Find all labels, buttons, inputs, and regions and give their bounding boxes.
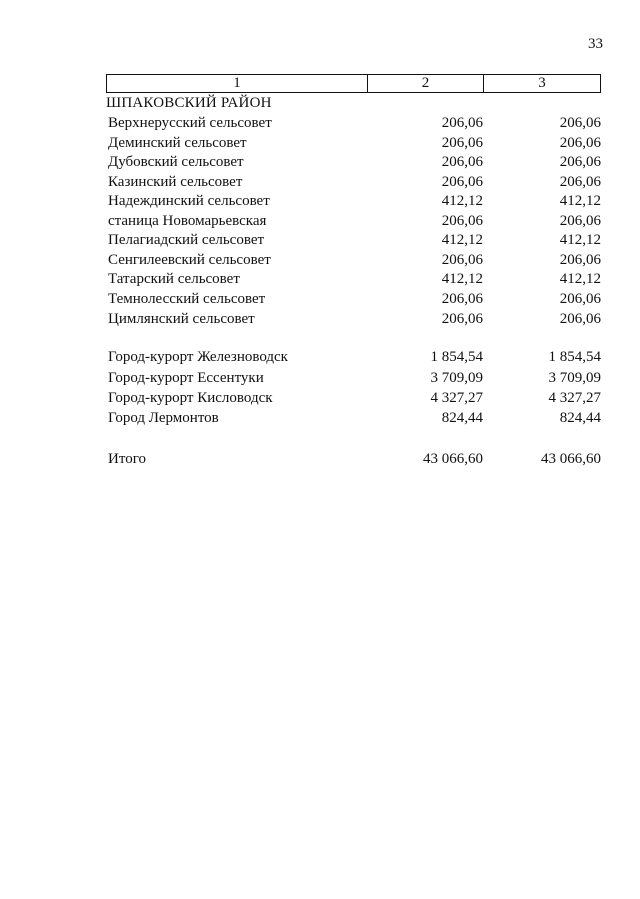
section-title: ШПАКОВСКИЙ РАЙОН bbox=[106, 95, 272, 111]
row-name: Город Лермонтов bbox=[108, 410, 219, 426]
row-value-col-3: 206,06 bbox=[559, 135, 601, 151]
row-value-col-3: 412,12 bbox=[559, 193, 601, 209]
table-row bbox=[0, 271, 640, 291]
row-value-col-3: 206,06 bbox=[559, 115, 601, 131]
row-value-col-2: 412,12 bbox=[441, 193, 483, 209]
table-header-col-2: 2 bbox=[368, 75, 484, 92]
row-name: Цимлянский сельсовет bbox=[108, 311, 255, 327]
table-row bbox=[0, 135, 640, 155]
row-name: Город-курорт Ессентуки bbox=[108, 370, 264, 386]
row-value-col-2: 206,06 bbox=[441, 135, 483, 151]
page-number: 33 bbox=[588, 36, 603, 52]
row-name: станица Новомарьевская bbox=[108, 213, 267, 229]
total-value-col-2: 43 066,60 bbox=[423, 451, 483, 467]
row-value-col-2: 206,06 bbox=[441, 311, 483, 327]
table-row bbox=[0, 193, 640, 213]
table-header-col-3: 3 bbox=[538, 75, 546, 91]
row-value-col-2: 206,06 bbox=[441, 252, 483, 268]
table-header-col-1: 1 bbox=[107, 75, 368, 92]
total-label: Итого bbox=[108, 451, 146, 467]
row-value-col-2: 4 327,27 bbox=[430, 390, 483, 406]
row-name: Казинский сельсовет bbox=[108, 174, 243, 190]
total-row bbox=[0, 451, 640, 471]
row-value-col-2: 206,06 bbox=[441, 291, 483, 307]
row-name: Пелагиадский сельсовет bbox=[108, 232, 265, 248]
table-row bbox=[0, 390, 640, 410]
row-value-col-2: 1 854,54 bbox=[430, 349, 483, 365]
row-value-col-3: 412,12 bbox=[559, 271, 601, 287]
row-value-col-2: 206,06 bbox=[441, 174, 483, 190]
row-name: Верхнерусский сельсовет bbox=[108, 115, 272, 131]
row-value-col-2: 3 709,09 bbox=[430, 370, 483, 386]
row-name: Татарский сельсовет bbox=[108, 271, 240, 287]
table-row bbox=[0, 311, 640, 331]
table-row bbox=[0, 232, 640, 252]
row-name: Темнолесский сельсовет bbox=[108, 291, 266, 307]
table-row bbox=[0, 213, 640, 233]
table-row bbox=[0, 410, 640, 430]
table-header bbox=[106, 74, 601, 93]
row-value-col-2: 206,06 bbox=[441, 115, 483, 131]
table-row bbox=[0, 115, 640, 135]
table-row bbox=[0, 252, 640, 272]
row-name: Дубовский сельсовет bbox=[108, 154, 244, 170]
row-value-col-3: 206,06 bbox=[559, 291, 601, 307]
row-value-col-2: 206,06 bbox=[441, 154, 483, 170]
row-value-col-3: 206,06 bbox=[559, 213, 601, 229]
row-value-col-3: 206,06 bbox=[559, 311, 601, 327]
row-value-col-3: 824,44 bbox=[559, 410, 601, 426]
row-value-col-2: 824,44 bbox=[441, 410, 483, 426]
row-value-col-3: 1 854,54 bbox=[548, 349, 601, 365]
row-value-col-2: 412,12 bbox=[441, 271, 483, 287]
table-row bbox=[0, 154, 640, 174]
total-value-col-3: 43 066,60 bbox=[541, 451, 601, 467]
row-name: Город-курорт Железноводск bbox=[108, 349, 288, 365]
row-value-col-3: 4 327,27 bbox=[548, 390, 601, 406]
row-value-col-3: 206,06 bbox=[559, 174, 601, 190]
row-name: Сенгилеевский сельсовет bbox=[108, 252, 271, 268]
row-name: Деминский сельсовет bbox=[108, 135, 247, 151]
table-row bbox=[0, 291, 640, 311]
table-row bbox=[0, 174, 640, 194]
row-name: Надеждинский сельсовет bbox=[108, 193, 270, 209]
row-value-col-2: 206,06 bbox=[441, 213, 483, 229]
row-value-col-3: 3 709,09 bbox=[548, 370, 601, 386]
table-row bbox=[0, 370, 640, 390]
row-value-col-3: 412,12 bbox=[559, 232, 601, 248]
row-value-col-3: 206,06 bbox=[559, 252, 601, 268]
table-row bbox=[0, 349, 640, 369]
row-value-col-3: 206,06 bbox=[559, 154, 601, 170]
row-name: Город-курорт Кисловодск bbox=[108, 390, 273, 406]
row-value-col-2: 412,12 bbox=[441, 232, 483, 248]
